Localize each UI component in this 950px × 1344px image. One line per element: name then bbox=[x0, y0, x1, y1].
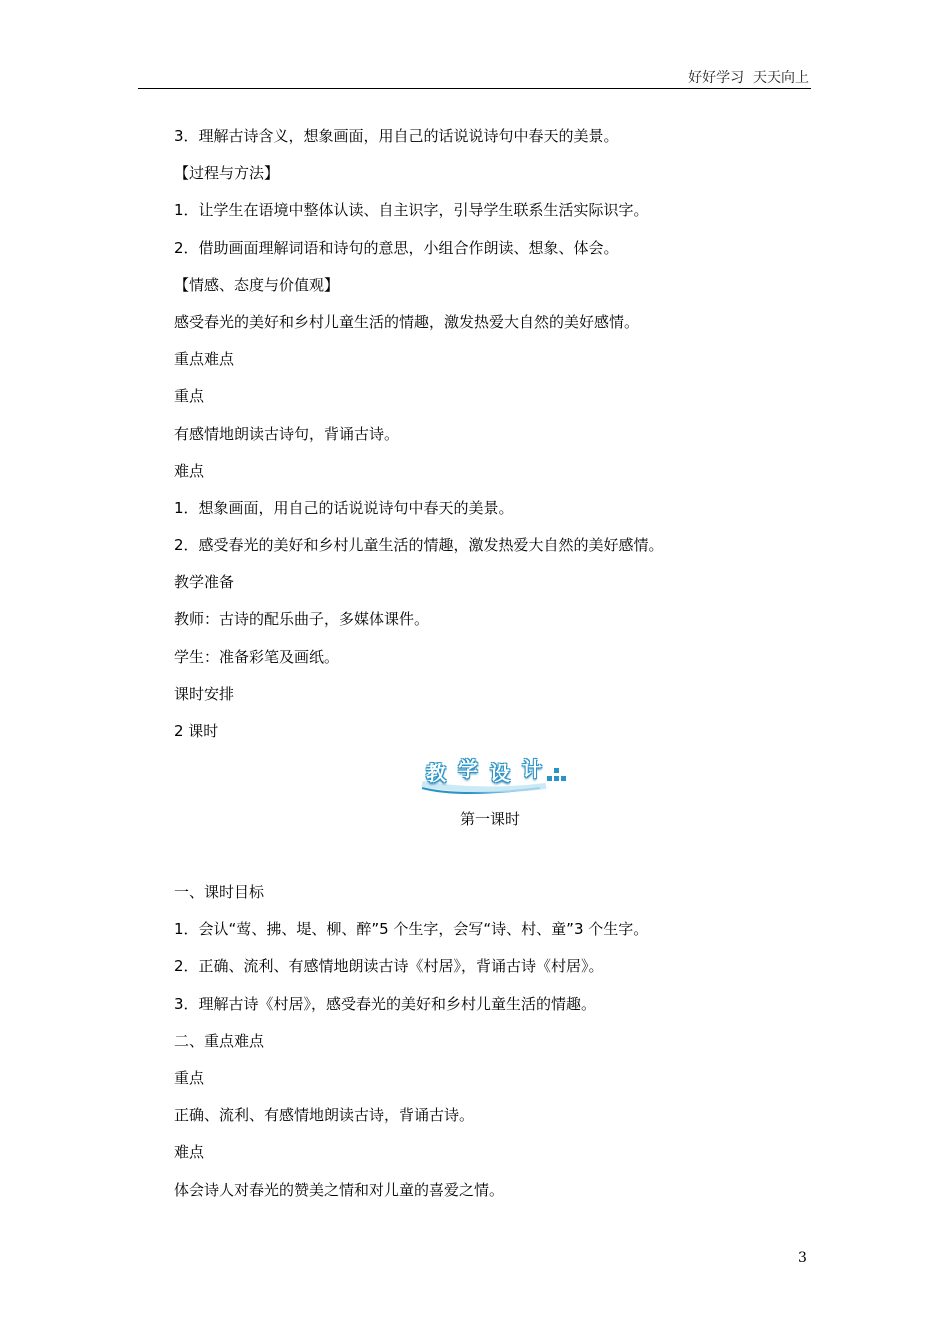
text-line: 重点难点 bbox=[174, 350, 235, 369]
banner-char: 计 bbox=[522, 757, 542, 781]
text-line: 有感情地朗读古诗句，背诵古诗。 bbox=[174, 424, 400, 443]
text-line: 2．借助画面理解词语和诗句的意思，小组合作朗读、想象、体会。 bbox=[174, 238, 619, 257]
text-line: 教学准备 bbox=[174, 573, 235, 592]
text-line: 教师：古诗的配乐曲子，多媒体课件。 bbox=[174, 610, 430, 629]
text-line: 3．理解古诗《村居》，感受春光的美好和乡村儿童生活的情趣。 bbox=[174, 994, 597, 1013]
text-line: 1．让学生在语境中整体认读、自主识字，引导学生联系生活实际识字。 bbox=[174, 201, 649, 220]
text-line: 难点 bbox=[174, 461, 205, 480]
text-line: 2．正确、流利、有感情地朗读古诗《村居》，背诵古诗《村居》。 bbox=[174, 957, 604, 976]
text-line: 2 课时 bbox=[174, 722, 219, 740]
header-slogan: 好好学习 天天向上 bbox=[688, 70, 809, 86]
text-line: 3．理解古诗含义，想象画面，用自己的话说说诗句中春天的美景。 bbox=[174, 127, 619, 145]
text-line: 【情感、态度与价值观】 bbox=[174, 275, 340, 294]
text-line: 体会诗人对春光的赞美之情和对儿童的喜爱之情。 bbox=[174, 1180, 505, 1199]
text-line: 【过程与方法】 bbox=[174, 164, 280, 183]
text-line: 1．想象画面，用自己的话说说诗句中春天的美景。 bbox=[174, 498, 514, 517]
page-header bbox=[138, 64, 811, 89]
lesson-title: 第一课时 bbox=[459, 810, 520, 828]
text-line: 课时安排 bbox=[174, 684, 235, 703]
page-number: 3 bbox=[798, 1250, 807, 1266]
banner-char: 学 bbox=[458, 757, 478, 781]
banner-char: 教 bbox=[426, 761, 446, 785]
text-line: 一、课时目标 bbox=[174, 883, 265, 901]
teaching-design-banner bbox=[420, 758, 568, 802]
section-objectives bbox=[174, 118, 794, 750]
text-line: 正确、流利、有感情地朗读古诗，背诵古诗。 bbox=[174, 1106, 475, 1125]
text-line: 1．会认“莺、拂、堤、柳、醉”5 个生字，会写“诗、村、童”3 个生字。 bbox=[174, 920, 649, 939]
text-line: 感受春光的美好和乡村儿童生活的情趣，激发热爱大自然的美好感情。 bbox=[174, 312, 640, 331]
text-line: 难点 bbox=[174, 1143, 205, 1162]
section-lesson-one bbox=[174, 874, 794, 1209]
text-line: 重点 bbox=[174, 387, 205, 406]
text-line: 重点 bbox=[174, 1068, 205, 1087]
banner-char: 设 bbox=[490, 761, 510, 785]
text-line: 2．感受春光的美好和乡村儿童生活的情趣，激发热爱大自然的美好感情。 bbox=[174, 536, 664, 555]
text-line: 二、重点难点 bbox=[174, 1031, 265, 1050]
text-line: 学生：准备彩笔及画纸。 bbox=[174, 647, 340, 666]
